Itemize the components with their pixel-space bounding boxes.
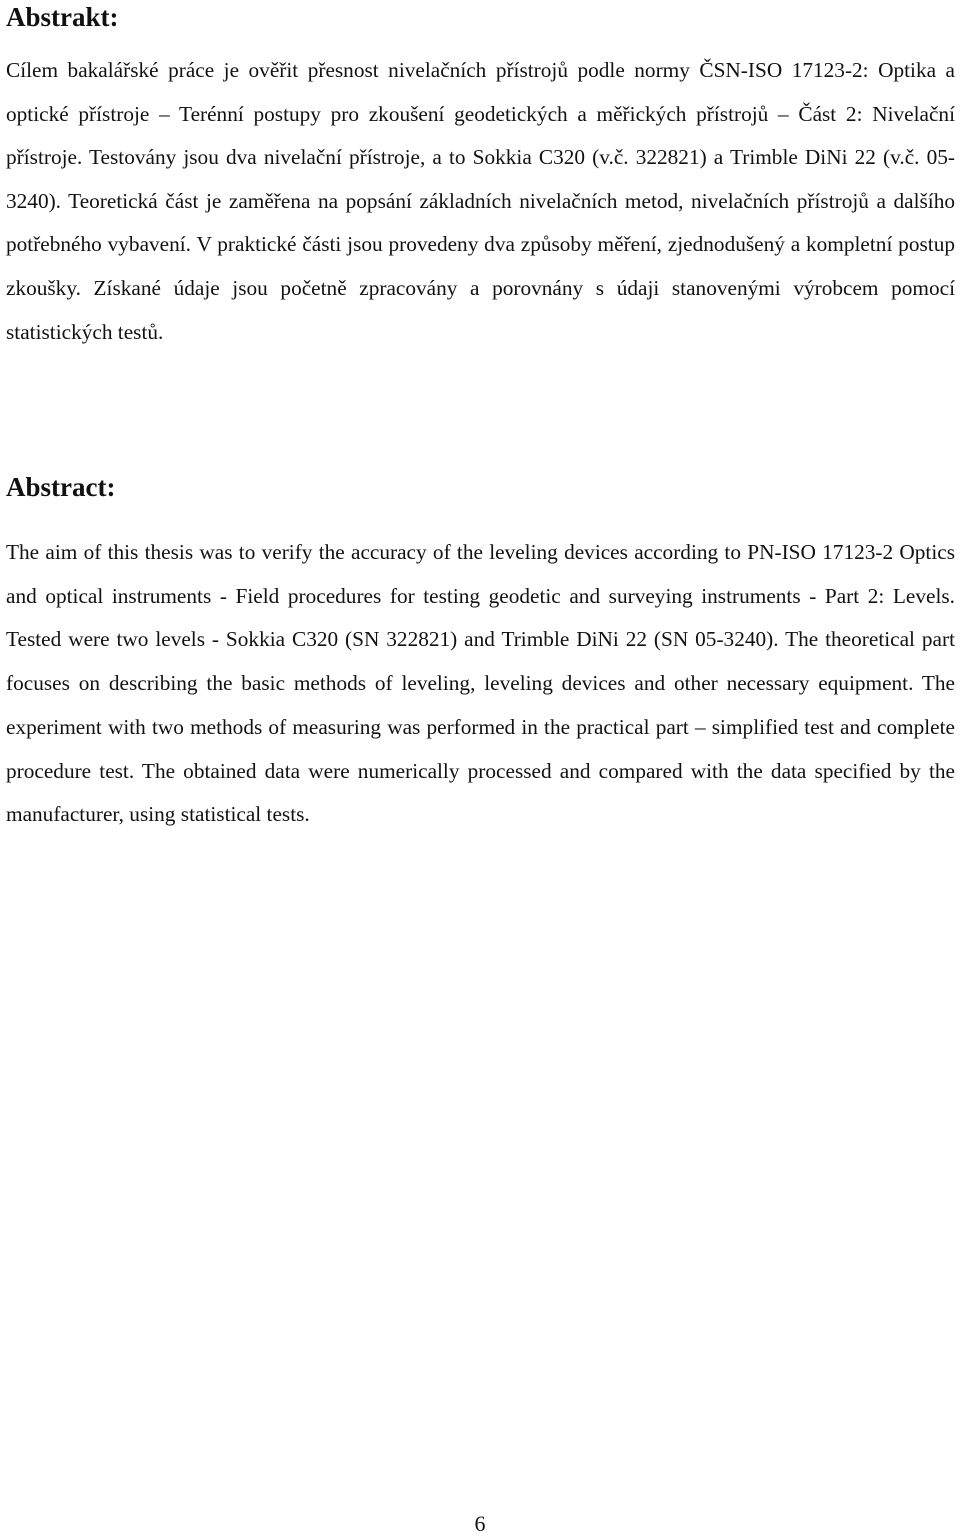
czech-abstract-section — [6, 2, 955, 354]
english-abstract-text: The aim of this thesis was to verify the accuracy of the leveling devices according to PN-ISO 17123-2 Optics and optical instruments - Field procedures for testing geodetic and surveying instruments - Part 2: Levels. Tested were two levels - Sokkia C320 (SN 322821) and Trimble DiNi 22 (SN 05-3240). The theoretical part focuses on describing the basic methods of leveling, leveling devices and other necessary equipment. The experiment with two methods of measuring was performed in the practical part – simplified test and complete procedure test. The obtained data were numerically processed and compared with the data specified by the manufacturer, using statistical tests. — [6, 540, 955, 827]
page-number: 6 — [474, 1511, 486, 1536]
english-abstract-heading: Abstract: — [6, 472, 116, 502]
czech-abstract-heading: Abstrakt: — [6, 2, 119, 32]
english-abstract-section — [6, 472, 955, 837]
czech-abstract-text: Cílem bakalářské práce je ověřit přesnost nivelačních přístrojů podle normy ČSN-ISO 17123-2: Optika a optické přístroje – Terénní postupy pro zkoušení geodetických a měřických přístrojů – Část 2: Nivelační přístroje. Testovány jsou dva nivelační přístroje, a to Sokkia C320 (v.č. 322821) a Trimble DiNi 22 (v.č. 05-3240). Teoretická část je zaměřena na popsání základních nivelačních metod, nivelačních přístrojů a dalšího potřebného vybavení. V praktické části jsou provedeny dva způsoby měření, zjednodušený a kompletní postup zkoušky. Získané údaje jsou početně zpracovány a porovnány s údaji stanovenými výrobcem pomocí statistických testů. — [6, 58, 955, 344]
